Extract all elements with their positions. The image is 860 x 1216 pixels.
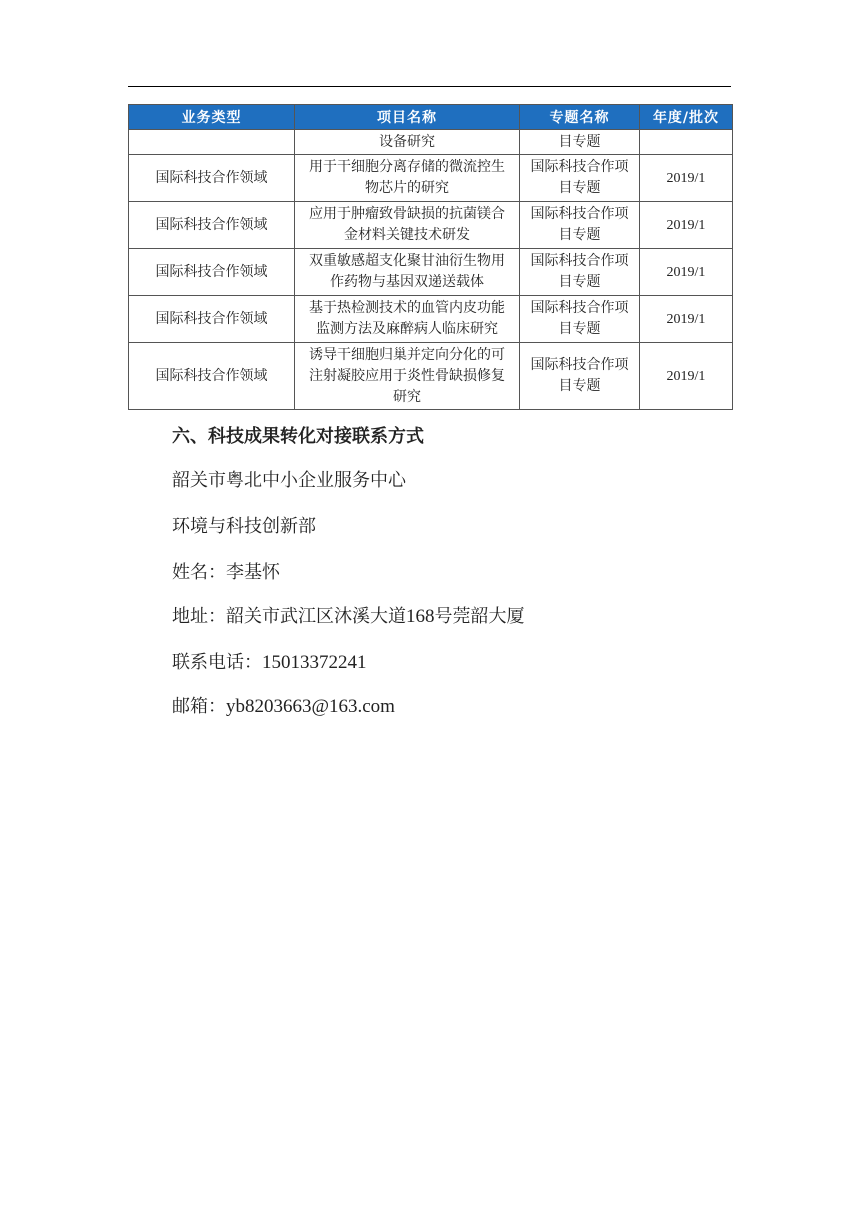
address-post: 号莞韶大厦 bbox=[434, 606, 525, 627]
email-label: 邮箱： bbox=[172, 696, 226, 717]
project-table bbox=[128, 104, 733, 410]
topic-line: 国际科技合作项 bbox=[530, 206, 629, 222]
address-label: 地址： bbox=[172, 606, 226, 627]
topic-line: 国际科技合作项 bbox=[530, 159, 629, 175]
topic-line: 国际科技合作项 bbox=[530, 357, 629, 373]
cell-topic bbox=[520, 202, 640, 249]
cell-project-name bbox=[295, 249, 520, 296]
name-value: 李基怀 bbox=[226, 562, 280, 583]
table-row bbox=[129, 296, 733, 343]
cell-year: 2019/1 bbox=[640, 202, 733, 249]
cell-project-name bbox=[295, 343, 520, 410]
name-line: 研究 bbox=[393, 388, 421, 405]
header-rule bbox=[128, 86, 731, 87]
name-line: 金材料关键技术研发 bbox=[344, 227, 470, 243]
topic-line: 目专题 bbox=[558, 227, 601, 243]
name-line: 双重敏感超支化聚甘油衍生物用 bbox=[309, 253, 505, 269]
header-topic-name: 专题名称 bbox=[520, 105, 640, 130]
cell-project-name bbox=[295, 155, 520, 202]
cell-type: 国际科技合作领域 bbox=[129, 155, 295, 202]
contact-name bbox=[172, 558, 280, 584]
topic-line: 目专题 bbox=[558, 321, 601, 337]
cell-topic: 目专题 bbox=[520, 130, 640, 155]
cell-year: 2019/1 bbox=[640, 296, 733, 343]
name-line: 诱导干细胞归巢并定向分化的可 bbox=[309, 346, 505, 363]
address-pre: 韶关市武江区沐溪大道 bbox=[226, 606, 406, 627]
header-project-name: 项目名称 bbox=[295, 105, 520, 130]
contact-address bbox=[172, 602, 525, 628]
cell-topic bbox=[520, 155, 640, 202]
cell-topic bbox=[520, 343, 640, 410]
cell-type: 国际科技合作领域 bbox=[129, 249, 295, 296]
name-label: 姓名： bbox=[172, 562, 226, 583]
table-header-row bbox=[129, 105, 733, 130]
topic-line: 国际科技合作项 bbox=[530, 253, 629, 269]
topic-line: 国际科技合作项 bbox=[530, 300, 629, 316]
cell-year: 2019/1 bbox=[640, 343, 733, 410]
table-row bbox=[129, 202, 733, 249]
cell-year: 2019/1 bbox=[640, 249, 733, 296]
cell-year: 2019/1 bbox=[640, 155, 733, 202]
name-line: 用于干细胞分离存储的微流控生 bbox=[309, 159, 505, 175]
name-line: 注射凝胶应用于炎性骨缺损修复 bbox=[309, 367, 505, 384]
cell-project-name bbox=[295, 202, 520, 249]
cell-type bbox=[129, 130, 295, 155]
header-year-batch: 年度/批次 bbox=[640, 105, 733, 130]
cell-type: 国际科技合作领域 bbox=[129, 343, 295, 410]
contact-dept: 环境与科技创新部 bbox=[172, 516, 316, 537]
topic-line: 目专题 bbox=[558, 180, 601, 196]
email-value[interactable]: yb8203663@163.com bbox=[226, 696, 395, 717]
contact-email bbox=[172, 692, 395, 718]
name-line: 物芯片的研究 bbox=[365, 180, 449, 196]
table-row-continued bbox=[129, 130, 733, 155]
name-line: 应用于肿瘤致骨缺损的抗菌镁合 bbox=[309, 206, 505, 222]
name-line: 监测方法及麻醉病人临床研究 bbox=[316, 321, 498, 337]
cell-project-name bbox=[295, 296, 520, 343]
phone-value: 15013372241 bbox=[262, 652, 367, 673]
phone-label: 联系电话： bbox=[172, 652, 262, 673]
table-row bbox=[129, 155, 733, 202]
section-heading: 六、科技成果转化对接联系方式 bbox=[172, 426, 424, 447]
cell-project-name: 设备研究 bbox=[295, 130, 520, 155]
cell-topic bbox=[520, 296, 640, 343]
name-line: 作药物与基因双递送载体 bbox=[330, 274, 484, 290]
cell-type: 国际科技合作领域 bbox=[129, 202, 295, 249]
name-line: 基于热检测技术的血管内皮功能 bbox=[309, 300, 505, 316]
contact-org: 韶关市粤北中小企业服务中心 bbox=[172, 470, 406, 491]
contact-phone bbox=[172, 648, 367, 674]
cell-type: 国际科技合作领域 bbox=[129, 296, 295, 343]
topic-line: 目专题 bbox=[558, 274, 601, 290]
cell-year bbox=[640, 130, 733, 155]
table-row bbox=[129, 343, 733, 410]
topic-line: 目专题 bbox=[558, 378, 601, 394]
header-business-type: 业务类型 bbox=[129, 105, 295, 130]
address-number: 168 bbox=[406, 606, 435, 627]
table-row bbox=[129, 249, 733, 296]
cell-topic bbox=[520, 249, 640, 296]
